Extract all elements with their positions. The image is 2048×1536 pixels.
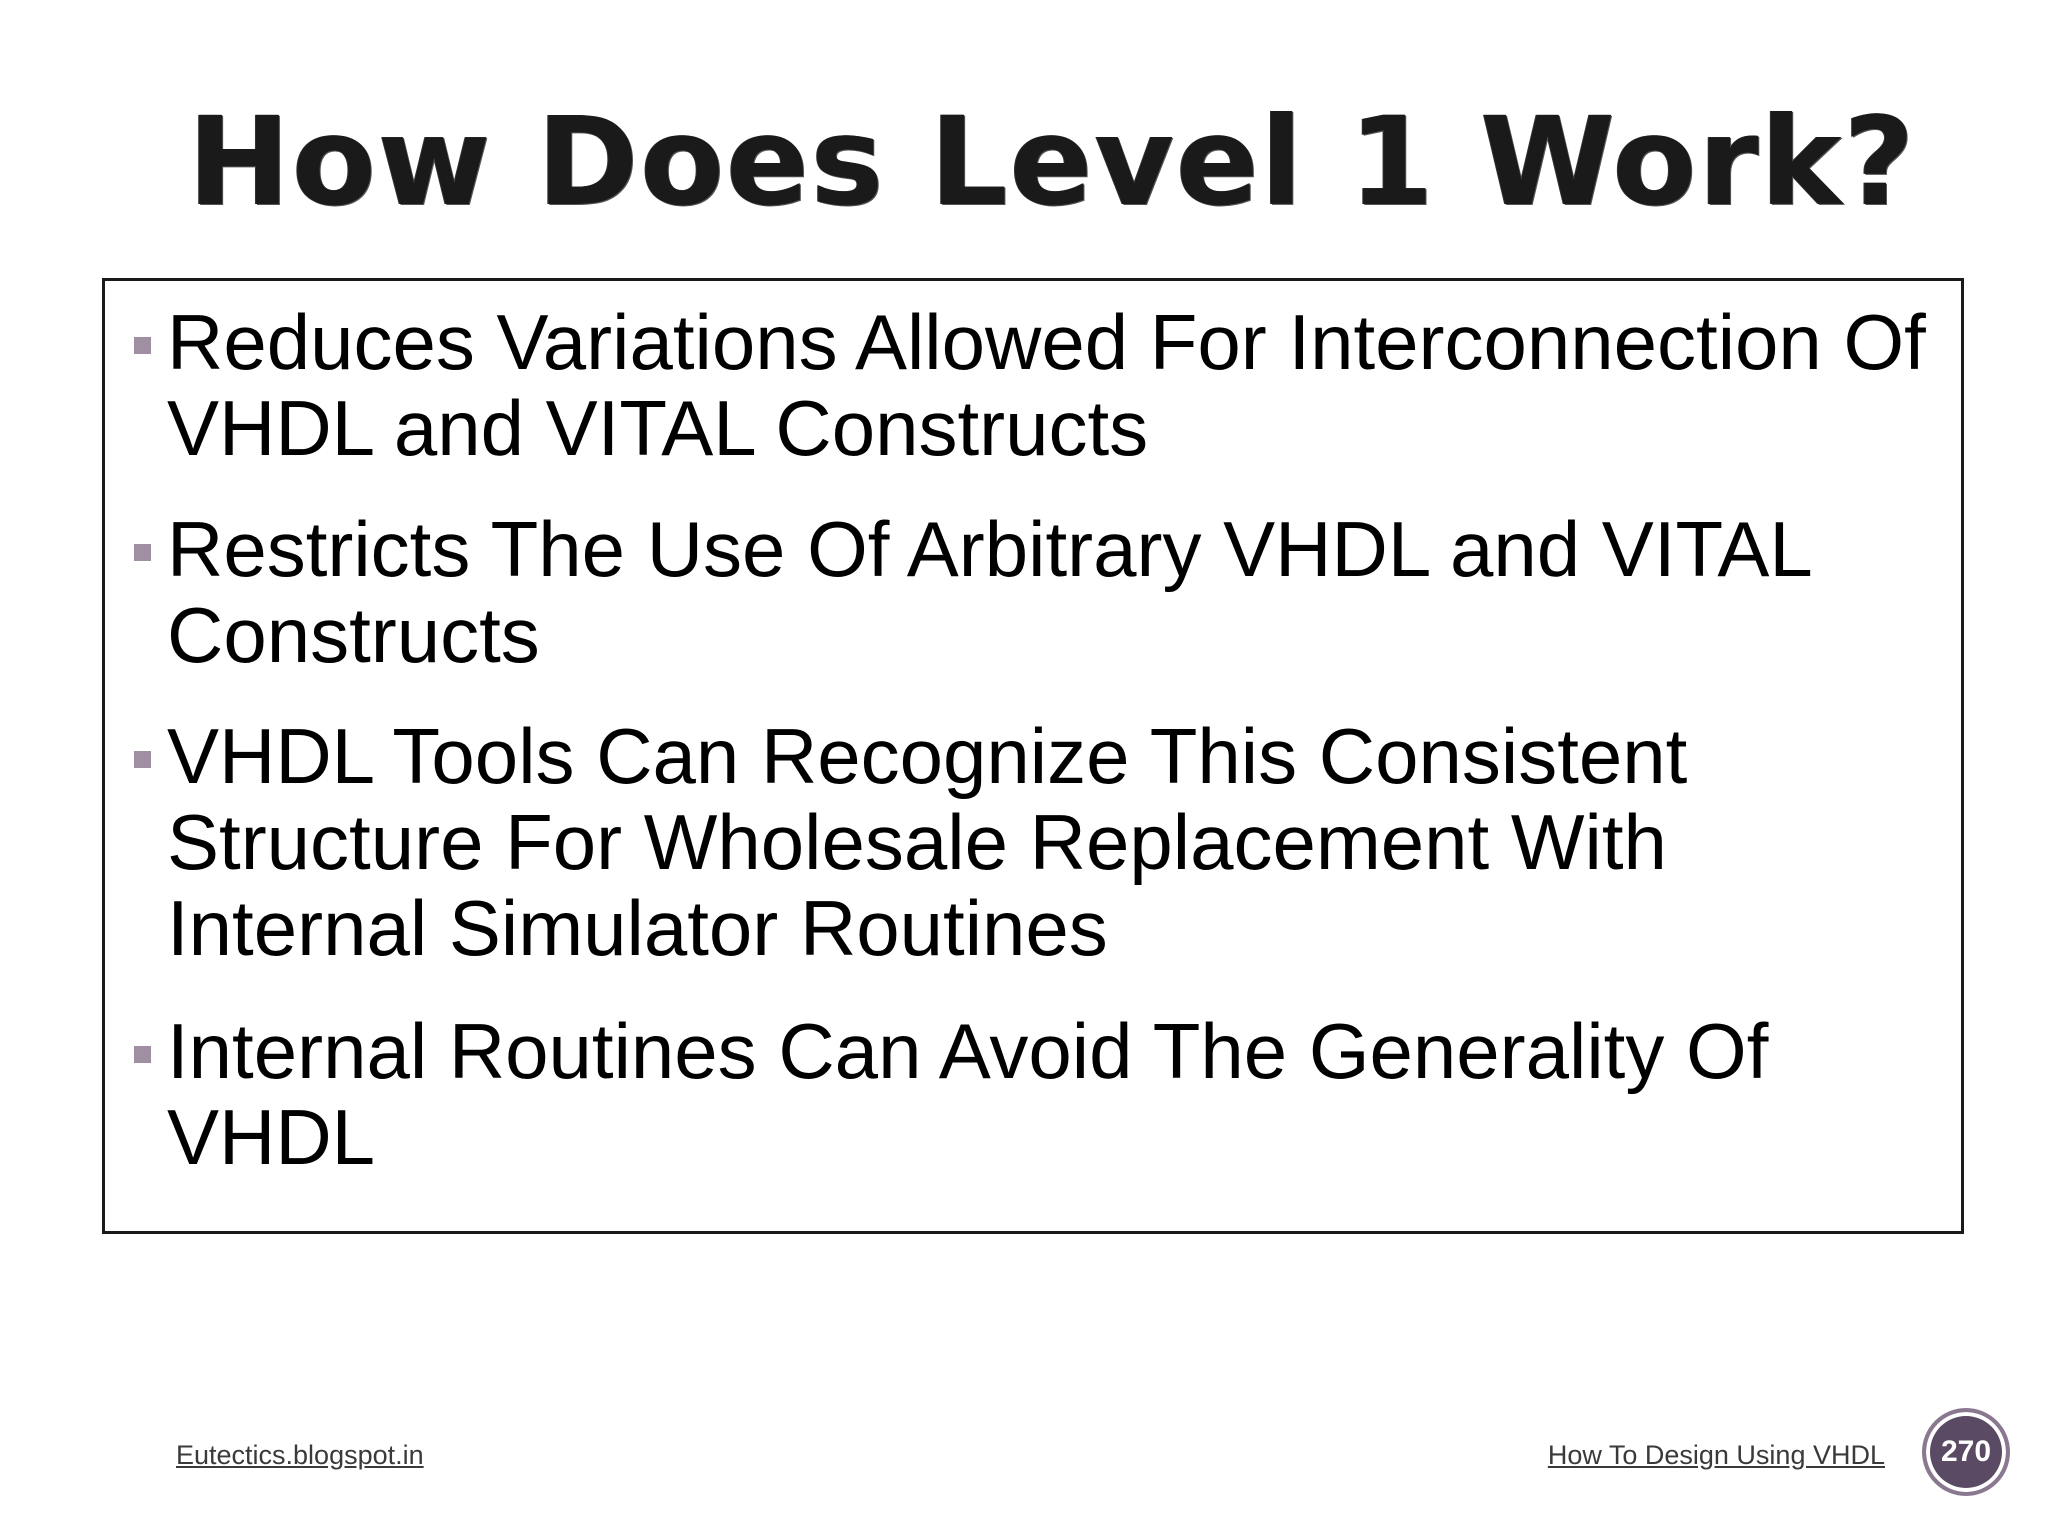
- bullet-text: Internal Routines Can Avoid The Generality Of VHDL: [167, 1007, 1769, 1181]
- content-box: [102, 278, 1964, 1234]
- bullet-text: Reduces Variations Allowed For Interconnection Of VHDL and VITAL Constructs: [167, 298, 1926, 472]
- page-number: 270: [1940, 1435, 1992, 1468]
- bullet-text: VHDL Tools Can Recognize This Consistent Structure For Wholesale Replacement With Internal Simulator Routines: [167, 712, 1688, 972]
- square-bullet-icon: [134, 751, 151, 768]
- footer-presentation-link[interactable]: How To Design Using VHDL: [1547, 1440, 1885, 1470]
- square-bullet-icon: [134, 544, 151, 561]
- slide-title: How Does Level 1 Work?: [188, 91, 1917, 233]
- bullet-text: Restricts The Use Of Arbitrary VHDL and VITAL Constructs: [167, 505, 1810, 679]
- page-number-badge: [1922, 1408, 2010, 1496]
- square-bullet-icon: [134, 1046, 151, 1063]
- square-bullet-icon: [134, 337, 151, 354]
- footer-blog-link[interactable]: Eutectics.blogspot.in: [176, 1440, 424, 1470]
